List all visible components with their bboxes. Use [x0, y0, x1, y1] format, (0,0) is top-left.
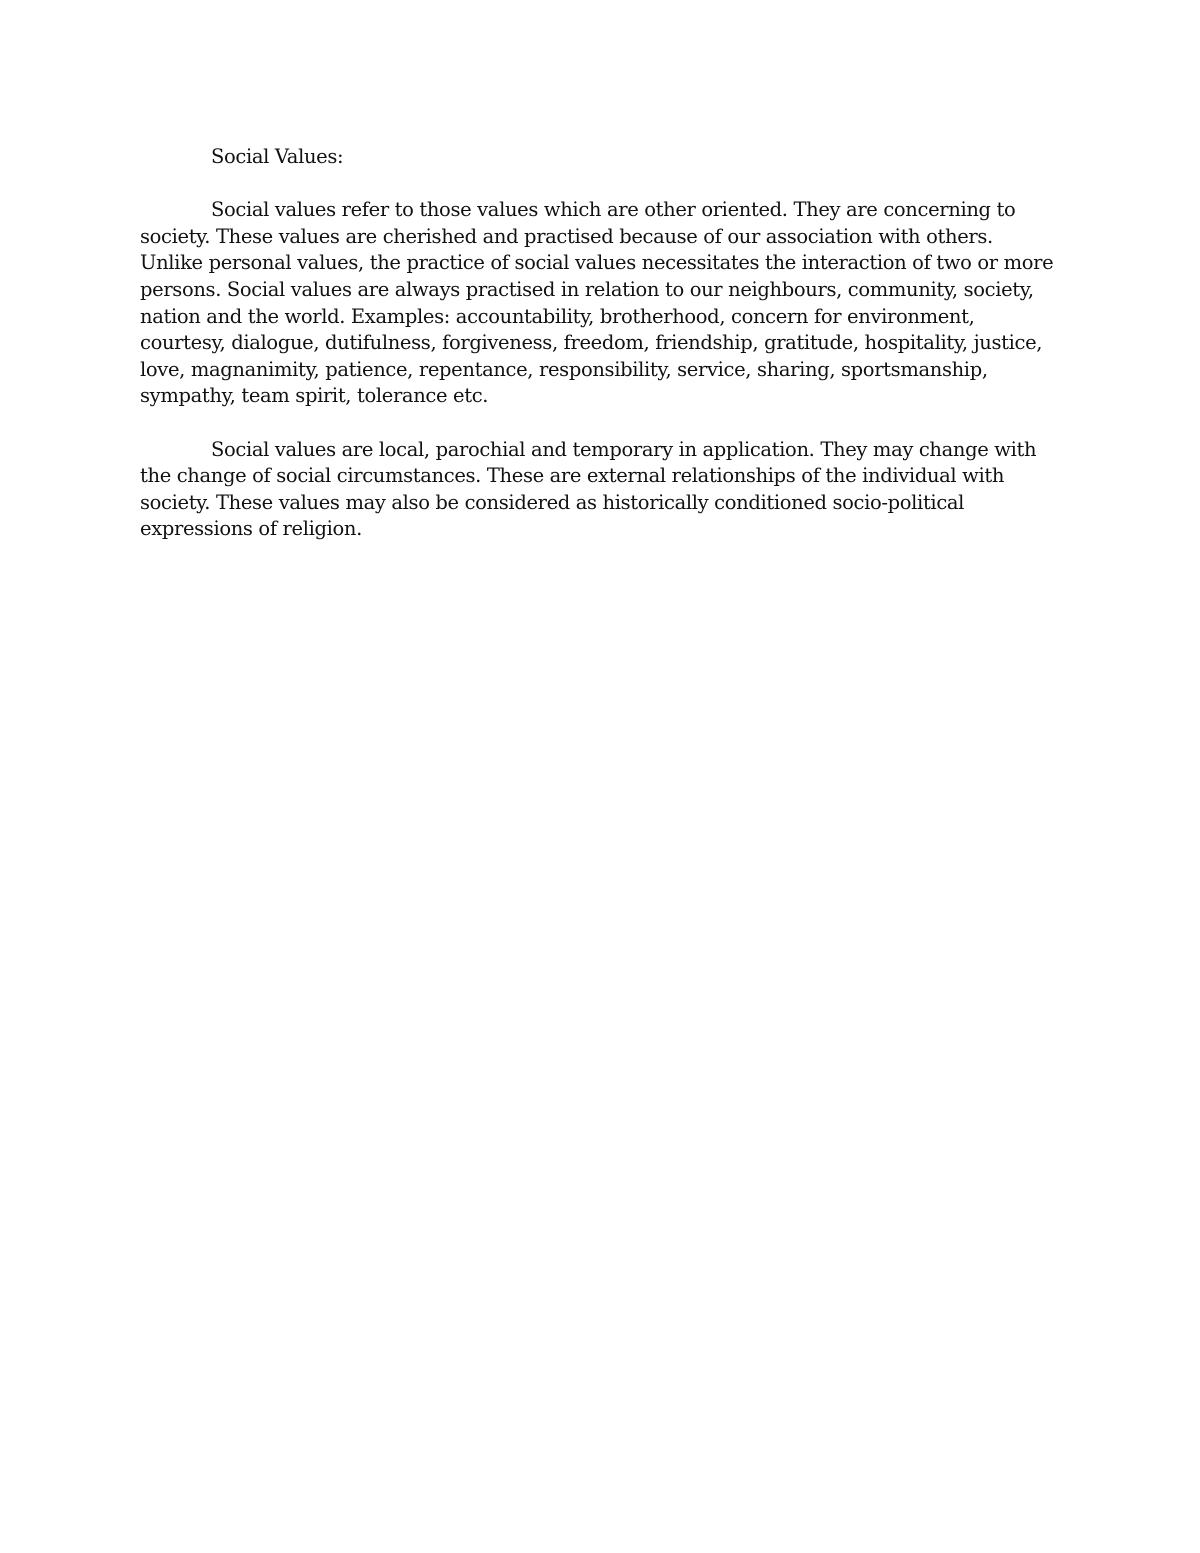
paragraph-definition: Social values refer to those values which are other oriented. They are concerning to society. These values are cherished and practised because of our association with others. Unlike personal values, the practice of social values necessitates the interaction of two or more persons. Social values are always practised in relation to our neighbours, community, society, nation and the world. Examples: accountability, brotherhood, concern for environment, courtesy, dialogue, dutifulness, forgiveness, freedom, friendship, gratitude, hospitality, justice, love, magnanimity, patience, repentance, responsibility, service, sharing, sportsmanship, sympathy, team spirit, tolerance etc.	[140, 198, 1054, 408]
document-heading: Social Values:	[211, 145, 344, 168]
document-body	[140, 144, 1060, 543]
paragraph-application: Social values are local, parochial and temporary in application. They may change with the change of social circumstances. These are external relationships of the individual with society. These values may also be considered as historically conditioned socio-political expressions of religion.	[140, 437, 1037, 541]
